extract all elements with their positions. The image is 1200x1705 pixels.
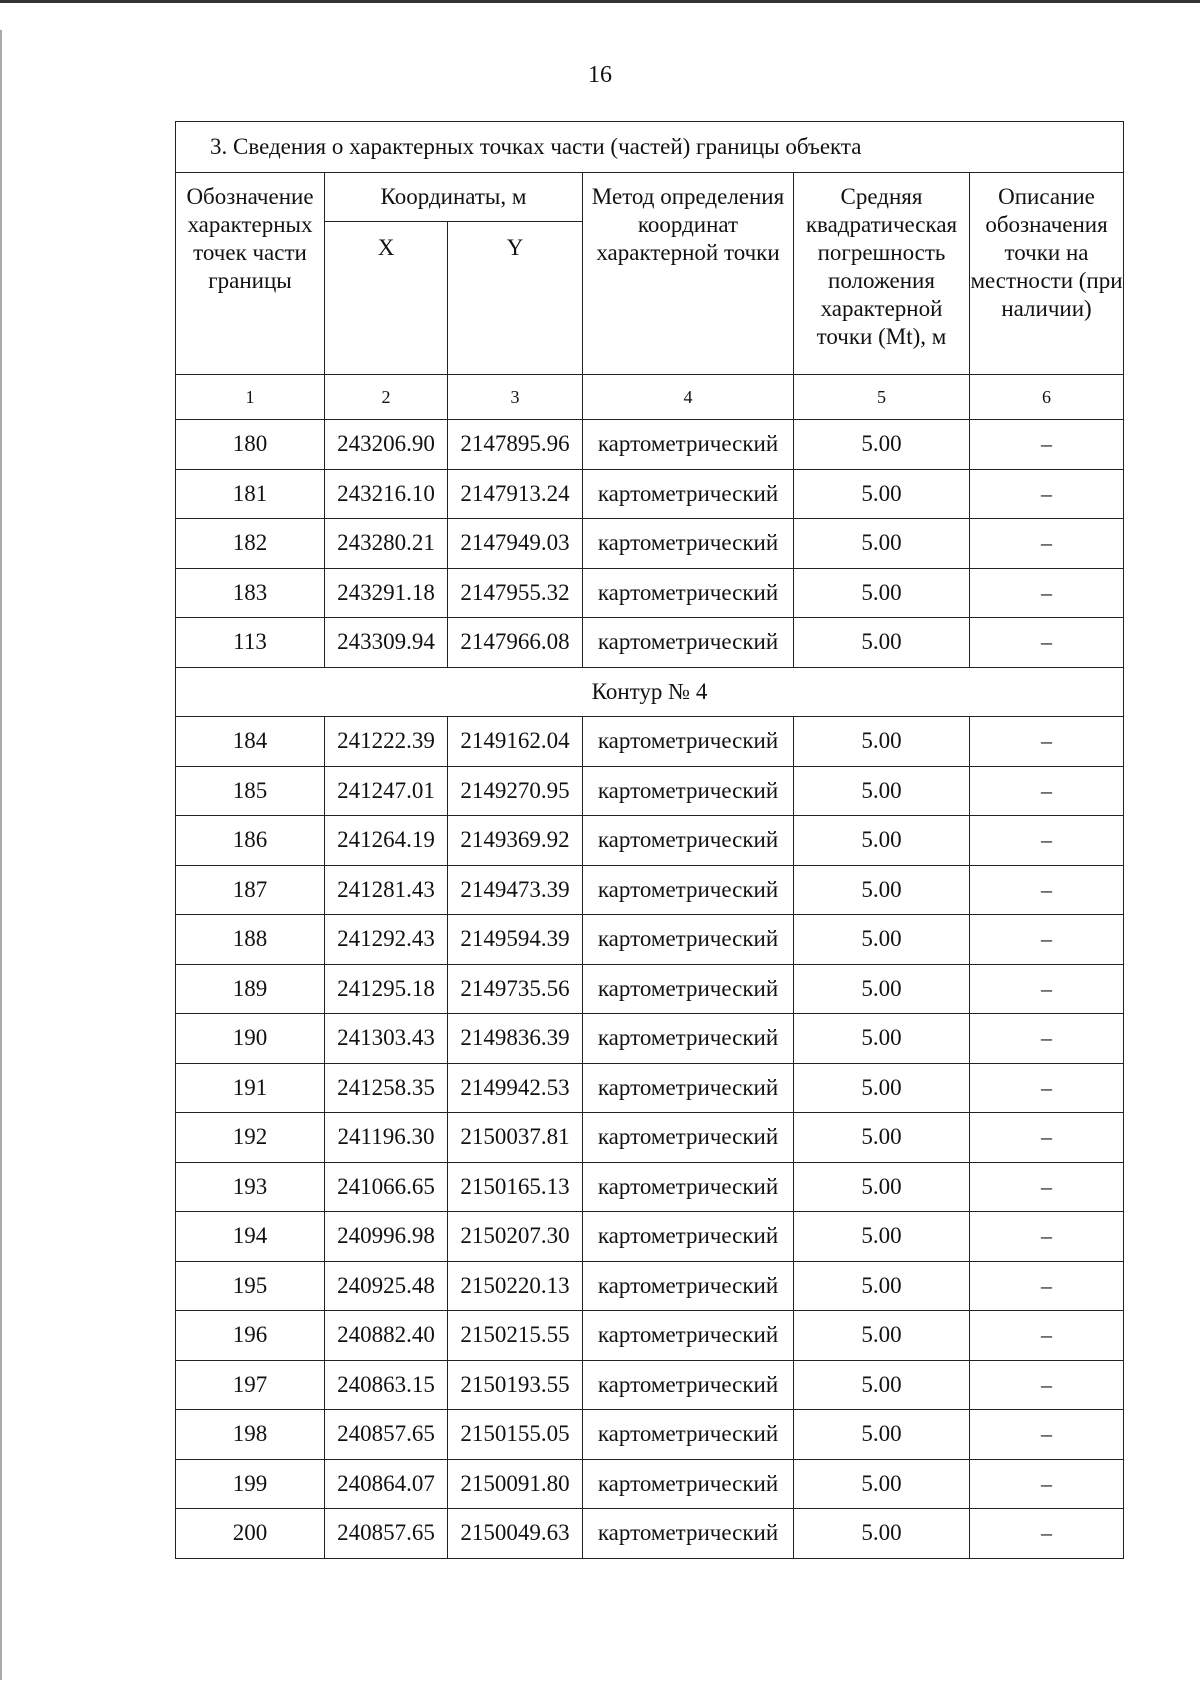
y-coordinate-cell: 2150207.30 [448, 1212, 583, 1262]
description-cell: – [970, 766, 1124, 816]
description-cell: – [970, 1162, 1124, 1212]
header-y: Y [448, 222, 583, 375]
method-cell: картометрический [583, 717, 794, 767]
x-coordinate-cell: 241295.18 [325, 964, 448, 1014]
column-number: 5 [794, 375, 970, 420]
mean-error-cell: 5.00 [794, 1410, 970, 1460]
point-id-cell: 181 [176, 469, 325, 519]
description-cell: – [970, 1261, 1124, 1311]
table-row [176, 568, 1124, 618]
mean-error-cell: 5.00 [794, 1261, 970, 1311]
description-cell: – [970, 469, 1124, 519]
method-cell: картометрический [583, 1410, 794, 1460]
header-x: X [325, 222, 448, 375]
point-id-cell: 198 [176, 1410, 325, 1460]
description-cell: – [970, 717, 1124, 767]
point-id-cell: 186 [176, 816, 325, 866]
point-id-cell: 196 [176, 1311, 325, 1361]
mean-error-cell: 5.00 [794, 1509, 970, 1559]
point-id-cell: 190 [176, 1014, 325, 1064]
contour-label: Контур № 4 [176, 667, 1124, 717]
table-row [176, 469, 1124, 519]
table-row [176, 1212, 1124, 1262]
x-coordinate-cell: 240863.15 [325, 1360, 448, 1410]
mean-error-cell: 5.00 [794, 1063, 970, 1113]
description-cell: – [970, 915, 1124, 965]
method-cell: картометрический [583, 1509, 794, 1559]
table-row [176, 1360, 1124, 1410]
x-coordinate-cell: 241281.43 [325, 865, 448, 915]
method-cell: картометрический [583, 1063, 794, 1113]
x-coordinate-cell: 241247.01 [325, 766, 448, 816]
x-coordinate-cell: 241292.43 [325, 915, 448, 965]
point-id-cell: 197 [176, 1360, 325, 1410]
x-coordinate-cell: 241258.35 [325, 1063, 448, 1113]
column-number: 3 [448, 375, 583, 420]
y-coordinate-cell: 2150091.80 [448, 1459, 583, 1509]
y-coordinate-cell: 2150165.13 [448, 1162, 583, 1212]
point-id-cell: 191 [176, 1063, 325, 1113]
header-coordinates: Координаты, м [325, 173, 583, 222]
description-cell: – [970, 568, 1124, 618]
column-number: 6 [970, 375, 1124, 420]
mean-error-cell: 5.00 [794, 915, 970, 965]
scan-left-edge [0, 30, 2, 1680]
point-id-cell: 182 [176, 519, 325, 569]
method-cell: картометрический [583, 865, 794, 915]
description-cell: – [970, 519, 1124, 569]
header-description: Описание обозначения точки на местности (при наличии) [970, 173, 1124, 375]
method-cell: картометрический [583, 1162, 794, 1212]
point-id-cell: 184 [176, 717, 325, 767]
x-coordinate-cell: 243309.94 [325, 618, 448, 668]
mean-error-cell: 5.00 [794, 469, 970, 519]
y-coordinate-cell: 2147949.03 [448, 519, 583, 569]
scan-top-edge [0, 0, 1200, 3]
y-coordinate-cell: 2149473.39 [448, 865, 583, 915]
column-number: 4 [583, 375, 794, 420]
table-row [176, 964, 1124, 1014]
boundary-points-table [175, 121, 1124, 1559]
table-row [176, 1014, 1124, 1064]
y-coordinate-cell: 2149735.56 [448, 964, 583, 1014]
table-row [176, 1063, 1124, 1113]
description-cell: – [970, 1509, 1124, 1559]
mean-error-cell: 5.00 [794, 420, 970, 470]
mean-error-cell: 5.00 [794, 964, 970, 1014]
mean-error-cell: 5.00 [794, 766, 970, 816]
y-coordinate-cell: 2150049.63 [448, 1509, 583, 1559]
description-cell: – [970, 964, 1124, 1014]
point-id-cell: 183 [176, 568, 325, 618]
point-id-cell: 194 [176, 1212, 325, 1262]
method-cell: картометрический [583, 816, 794, 866]
point-id-cell: 113 [176, 618, 325, 668]
method-cell: картометрический [583, 519, 794, 569]
table-row [176, 1261, 1124, 1311]
header-method: Метод определения координат характерной точки [583, 173, 794, 375]
y-coordinate-cell: 2147895.96 [448, 420, 583, 470]
description-cell: – [970, 1360, 1124, 1410]
description-cell: – [970, 618, 1124, 668]
point-id-cell: 199 [176, 1459, 325, 1509]
y-coordinate-cell: 2150215.55 [448, 1311, 583, 1361]
description-cell: – [970, 865, 1124, 915]
method-cell: картометрический [583, 766, 794, 816]
x-coordinate-cell: 243291.18 [325, 568, 448, 618]
mean-error-cell: 5.00 [794, 568, 970, 618]
mean-error-cell: 5.00 [794, 1459, 970, 1509]
point-id-cell: 180 [176, 420, 325, 470]
y-coordinate-cell: 2149369.92 [448, 816, 583, 866]
method-cell: картометрический [583, 568, 794, 618]
x-coordinate-cell: 241222.39 [325, 717, 448, 767]
description-cell: – [970, 1063, 1124, 1113]
y-coordinate-cell: 2149942.53 [448, 1063, 583, 1113]
mean-error-cell: 5.00 [794, 1014, 970, 1064]
description-cell: – [970, 420, 1124, 470]
description-cell: – [970, 1212, 1124, 1262]
y-coordinate-cell: 2149594.39 [448, 915, 583, 965]
y-coordinate-cell: 2150193.55 [448, 1360, 583, 1410]
method-cell: картометрический [583, 915, 794, 965]
header-point-designation: Обозначение характерных точек части границы [176, 173, 325, 375]
table-row [176, 717, 1124, 767]
table-row [176, 915, 1124, 965]
x-coordinate-cell: 240925.48 [325, 1261, 448, 1311]
y-coordinate-cell: 2150155.05 [448, 1410, 583, 1460]
mean-error-cell: 5.00 [794, 717, 970, 767]
column-number: 2 [325, 375, 448, 420]
method-cell: картометрический [583, 1113, 794, 1163]
header-mean-error: Средняя квадратическая погрешность положения характерной точки (Mt), м [794, 173, 970, 375]
mean-error-cell: 5.00 [794, 1113, 970, 1163]
point-id-cell: 189 [176, 964, 325, 1014]
point-id-cell: 193 [176, 1162, 325, 1212]
table-row [176, 1311, 1124, 1361]
page-number: 16 [588, 62, 612, 88]
point-id-cell: 192 [176, 1113, 325, 1163]
x-coordinate-cell: 243280.21 [325, 519, 448, 569]
y-coordinate-cell: 2149162.04 [448, 717, 583, 767]
description-cell: – [970, 1459, 1124, 1509]
x-coordinate-cell: 240996.98 [325, 1212, 448, 1262]
mean-error-cell: 5.00 [794, 1162, 970, 1212]
method-cell: картометрический [583, 469, 794, 519]
table-row [176, 1459, 1124, 1509]
table-row [176, 1162, 1124, 1212]
contour-row [176, 667, 1124, 717]
x-coordinate-cell: 243216.10 [325, 469, 448, 519]
point-id-cell: 185 [176, 766, 325, 816]
x-coordinate-cell: 243206.90 [325, 420, 448, 470]
column-numbers-row [176, 375, 1124, 420]
description-cell: – [970, 1410, 1124, 1460]
method-cell: картометрический [583, 1360, 794, 1410]
x-coordinate-cell: 240882.40 [325, 1311, 448, 1361]
description-cell: – [970, 1113, 1124, 1163]
table-row [176, 420, 1124, 470]
mean-error-cell: 5.00 [794, 1360, 970, 1410]
point-id-cell: 188 [176, 915, 325, 965]
x-coordinate-cell: 241196.30 [325, 1113, 448, 1163]
point-id-cell: 200 [176, 1509, 325, 1559]
method-cell: картометрический [583, 1459, 794, 1509]
y-coordinate-cell: 2147966.08 [448, 618, 583, 668]
method-cell: картометрический [583, 420, 794, 470]
y-coordinate-cell: 2149836.39 [448, 1014, 583, 1064]
mean-error-cell: 5.00 [794, 519, 970, 569]
method-cell: картометрический [583, 1212, 794, 1262]
y-coordinate-cell: 2147913.24 [448, 469, 583, 519]
table-row [176, 519, 1124, 569]
x-coordinate-cell: 241303.43 [325, 1014, 448, 1064]
point-id-cell: 187 [176, 865, 325, 915]
y-coordinate-cell: 2147955.32 [448, 568, 583, 618]
method-cell: картометрический [583, 1014, 794, 1064]
table-row [176, 1509, 1124, 1559]
method-cell: картометрический [583, 1311, 794, 1361]
description-cell: – [970, 1014, 1124, 1064]
table-row [176, 1410, 1124, 1460]
method-cell: картометрический [583, 618, 794, 668]
section-title: 3. Сведения о характерных точках части (частей) границы объекта [176, 122, 1124, 173]
mean-error-cell: 5.00 [794, 618, 970, 668]
table-row [176, 1113, 1124, 1163]
method-cell: картометрический [583, 1261, 794, 1311]
y-coordinate-cell: 2150220.13 [448, 1261, 583, 1311]
mean-error-cell: 5.00 [794, 816, 970, 866]
mean-error-cell: 5.00 [794, 1311, 970, 1361]
mean-error-cell: 5.00 [794, 1212, 970, 1262]
mean-error-cell: 5.00 [794, 865, 970, 915]
column-number: 1 [176, 375, 325, 420]
table-row [176, 766, 1124, 816]
section-title-row [176, 122, 1124, 173]
x-coordinate-cell: 240864.07 [325, 1459, 448, 1509]
method-cell: картометрический [583, 964, 794, 1014]
table-row [176, 618, 1124, 668]
table-row [176, 865, 1124, 915]
y-coordinate-cell: 2150037.81 [448, 1113, 583, 1163]
header-row-top [176, 173, 1124, 222]
y-coordinate-cell: 2149270.95 [448, 766, 583, 816]
description-cell: – [970, 816, 1124, 866]
x-coordinate-cell: 240857.65 [325, 1509, 448, 1559]
description-cell: – [970, 1311, 1124, 1361]
table-row [176, 816, 1124, 866]
point-id-cell: 195 [176, 1261, 325, 1311]
x-coordinate-cell: 240857.65 [325, 1410, 448, 1460]
x-coordinate-cell: 241066.65 [325, 1162, 448, 1212]
x-coordinate-cell: 241264.19 [325, 816, 448, 866]
